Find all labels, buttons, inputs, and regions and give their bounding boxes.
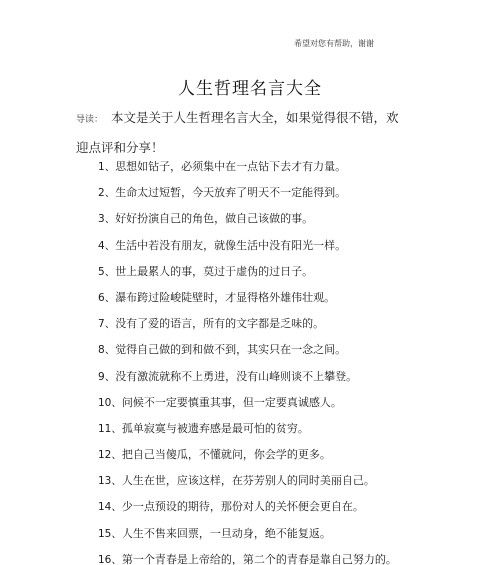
list-item: 13、人生在世，应该这样，在芬芳别人的同时美丽自己。 <box>98 474 375 488</box>
item-text: 生命太过短暂，今天放弃了明天不一定能得到。 <box>115 186 347 200</box>
list-item: 2、生命太过短暂，今天放弃了明天不一定能得到。 <box>98 186 347 200</box>
item-number: 8 <box>98 344 105 357</box>
header-note: 希望对您有帮助，谢谢 <box>294 39 374 48</box>
item-number: 13 <box>98 475 112 488</box>
item-number: 5 <box>98 265 105 278</box>
list-item: 3、好好扮演自己的角色，做自己该做的事。 <box>98 212 314 226</box>
item-text: 觉得自己做的到和做不到，其实只在一念之间。 <box>115 343 347 357</box>
item-text: 世上最累人的事，莫过于虚伪的过日子。 <box>115 264 314 278</box>
item-text: 第一个青春是上帝给的，第二个的青春是靠自己努力的。 <box>121 552 397 565</box>
item-text: 没有激流就称不上勇进，没有山峰则谈不上攀登。 <box>115 369 358 383</box>
list-item: 11、孤单寂寞与被遗弃感是最可怕的贫穷。 <box>98 421 309 435</box>
list-item: 1、思想如钻子，必须集中在一点钻下去才有力量。 <box>98 160 347 173</box>
item-number: 9 <box>98 370 105 383</box>
item-number: 1 <box>98 161 105 173</box>
item-text: 少一点预设的期待，那份对人的关怀便会更自在。 <box>121 500 364 514</box>
item-number: 12 <box>98 449 112 462</box>
intro-paragraph <box>76 104 406 162</box>
list-item: 9、没有激流就称不上勇进，没有山峰则谈不上攀登。 <box>98 369 358 383</box>
list-item: 8、觉得自己做的到和做不到，其实只在一念之间。 <box>98 343 347 357</box>
list-item: 16、第一个青春是上帝给的，第二个的青春是靠自己努力的。 <box>98 552 397 565</box>
list-item: 5、世上最累人的事，莫过于虚伪的过日子。 <box>98 264 314 278</box>
list-item: 10、问候不一定要慎重其事，但一定要真诚感人。 <box>98 395 342 409</box>
list-item: 6、瀑布跨过险峻陡壁时，才显得格外雄伟壮观。 <box>98 290 336 304</box>
item-number: 6 <box>98 291 105 304</box>
item-number: 10 <box>98 396 112 409</box>
item-number: 14 <box>98 501 112 514</box>
item-text: 把自己当傻瓜，不懂就问，你会学的更多。 <box>121 448 331 462</box>
item-number: 15 <box>98 527 112 540</box>
item-text: 思想如钻子，必须集中在一点钻下去才有力量。 <box>115 160 347 173</box>
document-title: 人生哲理名言大全 <box>178 79 322 99</box>
intro-label: 导读： <box>76 115 104 125</box>
item-text: 问候不一定要慎重其事，但一定要真诚感人。 <box>121 395 342 409</box>
item-number: 11 <box>98 422 112 435</box>
item-number: 7 <box>98 318 105 331</box>
intro-text: 本文是关于人生哲理名言大全，如果觉得很不错，欢迎点评和分享！ <box>76 110 399 155</box>
item-text: 好好扮演自己的角色，做自己该做的事。 <box>115 212 314 226</box>
list-item: 4、生活中若没有朋友，就像生活中没有阳光一样。 <box>98 238 347 252</box>
item-text: 没有了爱的语言，所有的文字都是乏味的。 <box>115 317 325 331</box>
list-item: 14、少一点预设的期待，那份对人的关怀便会更自在。 <box>98 500 364 514</box>
list-item: 7、没有了爱的语言，所有的文字都是乏味的。 <box>98 317 325 331</box>
quote-list <box>98 156 397 565</box>
item-number: 4 <box>98 239 105 252</box>
list-item: 12、把自己当傻瓜，不懂就问，你会学的更多。 <box>98 448 331 462</box>
item-number: 2 <box>98 187 105 200</box>
item-text: 人生不售来回票，一旦动身，绝不能复返。 <box>121 526 331 540</box>
item-text: 人生在世，应该这样，在芬芳别人的同时美丽自己。 <box>121 474 375 488</box>
item-number: 16 <box>98 553 112 565</box>
list-item: 15、人生不售来回票，一旦动身，绝不能复返。 <box>98 526 331 540</box>
item-text: 孤单寂寞与被遗弃感是最可怕的贫穷。 <box>121 421 309 435</box>
item-text: 瀑布跨过险峻陡壁时，才显得格外雄伟壮观。 <box>115 290 336 304</box>
item-text: 生活中若没有朋友，就像生活中没有阳光一样。 <box>115 238 347 252</box>
item-number: 3 <box>98 213 105 226</box>
